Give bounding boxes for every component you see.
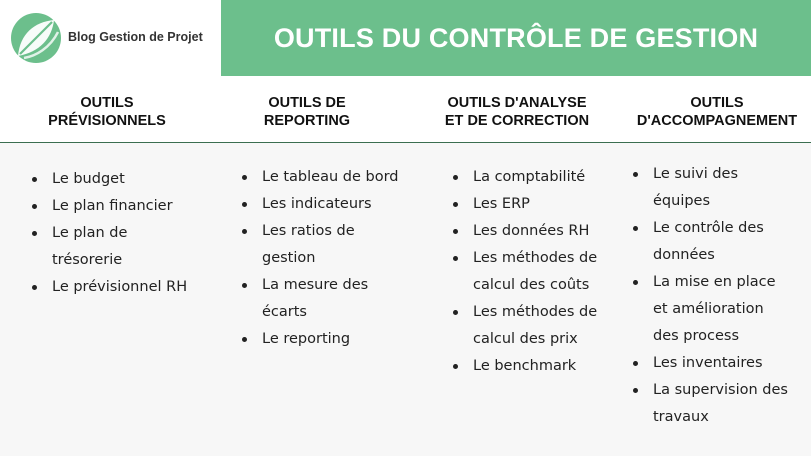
- list-item: [631, 161, 809, 215]
- list-item: [631, 215, 809, 269]
- list-accompagnement: [631, 161, 809, 431]
- list-item: [451, 353, 631, 380]
- list-item-text: Les inventaires: [653, 355, 763, 371]
- list-item: [451, 299, 631, 353]
- list-item: [30, 193, 220, 220]
- column-heading-previsionnels: OUTILS PRÉVISIONNELS: [48, 95, 166, 129]
- list-item-text: Le plan financier: [52, 198, 173, 214]
- top-bar: [0, 0, 811, 76]
- list-item: [240, 191, 430, 218]
- list-item: [30, 220, 220, 274]
- list-item: [451, 218, 631, 245]
- list-item: [240, 326, 430, 353]
- list-item-text: Les indicateurs: [262, 196, 372, 212]
- list-item-text: Le reporting: [262, 331, 351, 347]
- list-item: [30, 166, 220, 193]
- list-item-text: La supervision des travaux: [653, 382, 788, 425]
- list-item-text: Les données RH: [473, 223, 590, 239]
- list-item-text: Le contrôle des données: [653, 220, 764, 263]
- list-item: [631, 269, 809, 350]
- list-item-text: Le prévisionnel RH: [52, 279, 188, 295]
- list-item-text: La mise en place et amélioration des process: [653, 274, 776, 344]
- list-analyse-correction: [451, 164, 631, 380]
- list-previsionnels: [30, 166, 220, 301]
- brand-logo[interactable]: [0, 0, 221, 76]
- title-banner: [221, 0, 811, 76]
- list-item: [631, 377, 809, 431]
- list-item-text: La comptabilité: [473, 169, 586, 185]
- list-item-text: Les ratios de gestion: [262, 223, 355, 266]
- list-item-text: Le plan de trésorerie: [52, 225, 128, 268]
- leaf-logo-icon: [10, 12, 62, 64]
- list-reporting: [240, 164, 430, 353]
- list-item: [240, 164, 430, 191]
- list-item-text: La mesure des écarts: [262, 277, 369, 320]
- column-heading-analyse: OUTILS D'ANALYSE ET DE CORRECTION: [444, 95, 590, 129]
- list-item-text: Les méthodes de calcul des coûts: [473, 250, 598, 293]
- list-item: [451, 245, 631, 299]
- list-item: [631, 350, 809, 377]
- list-item: [451, 191, 631, 218]
- list-item: [30, 274, 220, 301]
- list-item-text: Le suivi des équipes: [653, 166, 739, 209]
- list-item-text: Les ERP: [473, 196, 530, 212]
- column-heading-accompagnement: OUTILS D'ACCOMPAGNEMENT: [636, 95, 798, 129]
- page-title: OUTILS DU CONTRÔLE DE GESTION: [273, 22, 759, 53]
- column-headers: [0, 76, 811, 143]
- brand-name: Blog Gestion de Projet: [68, 30, 203, 44]
- list-item: [451, 164, 631, 191]
- list-item-text: Les méthodes de calcul des prix: [473, 304, 598, 347]
- list-item-text: Le tableau de bord: [262, 169, 399, 185]
- list-item-text: Le benchmark: [473, 358, 577, 374]
- column-heading-reporting: OUTILS DE REPORTING: [263, 95, 351, 129]
- list-item: [240, 218, 430, 272]
- list-item-text: Le budget: [52, 171, 125, 187]
- list-item: [240, 272, 430, 326]
